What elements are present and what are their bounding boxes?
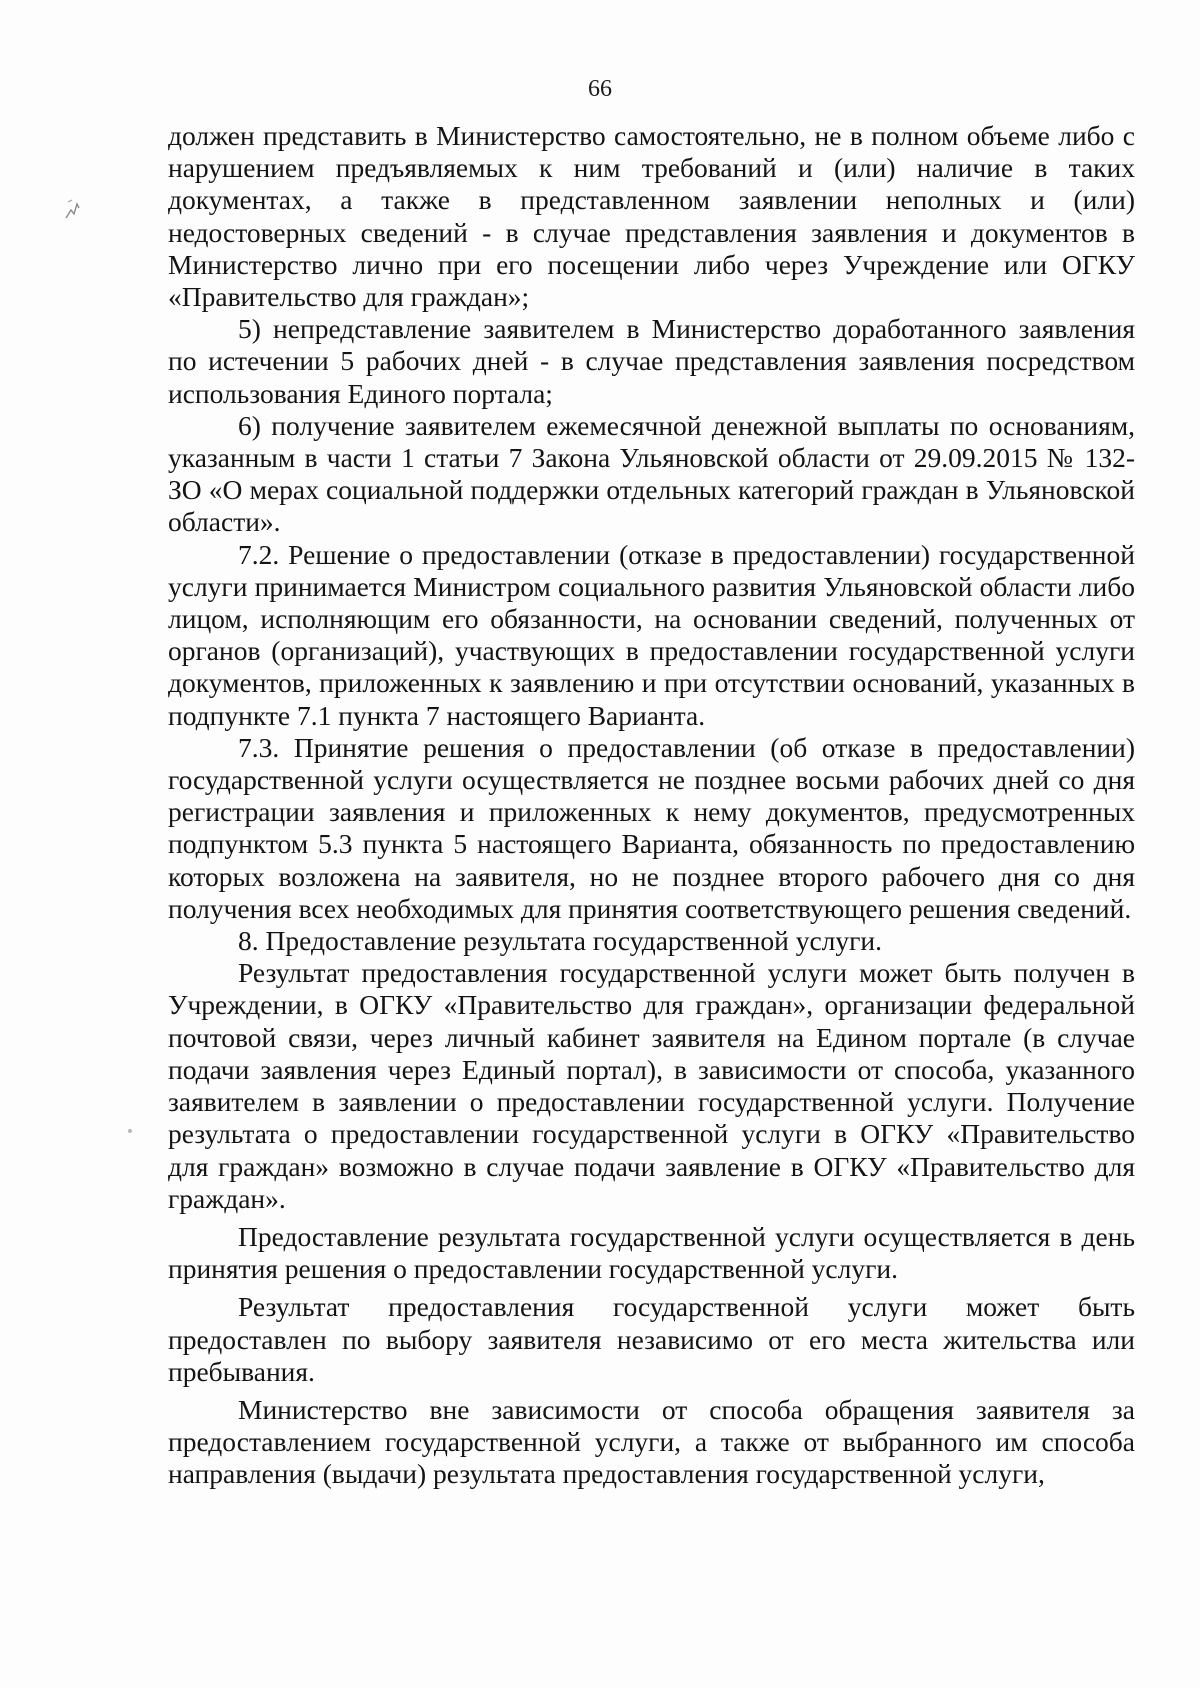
section-heading-8: 8. Предоставление результата государственной услуги. — [238, 925, 882, 957]
paragraph-7-3: 7.3. Принятие решения о предоставлении (об отказе в предоставлении) государственной услуги осуществляется не позднее восьми рабочих дней со дня регистрации заявления и приложенных к нему документов, предусмотренных подпунктом 5.3 пункта 5 настоящего Варианта, обязанность по предоставлению которых возложена на заявителя, но не позднее второго рабочего дня со дня получения всех необходимых для принятия соответствующего решения сведений. — [168, 731, 1135, 924]
paragraph-result-timing: Предоставление результата государственной услуги осуществляется в день принятия решения о предоставлении государственной услуги. — [168, 1220, 1135, 1285]
paragraph-result-choice: Результат предоставления государственной услуги может быть предоставлен по выбору заявителя независимо от его места жительства или пребывания. — [168, 1291, 1135, 1387]
paragraph-item-5: 5) непредставление заявителем в Министерство доработанного заявления по истечении 5 рабочих дней - в случае представления заявления посредством использования Единого портала; — [168, 313, 1135, 409]
paragraph-7-2: 7.2. Решение о предоставлении (отказе в предоставлении) государственной услуги принимается Министром социального развития Ульяновской области либо лицом, исполняющим его обязанности, на основании сведений, полученных от органов (организаций), участвующих в предоставлении государственной услуги документов, приложенных к заявлению и при отсутствии оснований, указанных в подпункте 7.1 пункта 7 настоящего Варианта. — [168, 538, 1135, 731]
paragraph-item-6: 6) получение заявителем ежемесячной денежной выплаты по основаниям, указанным в части 1 статьи 7 Закона Ульяновской области от 29.09.2015 № 132-ЗО «О мерах социальной поддержки отдельных категорий граждан в Ульяновской области». — [168, 409, 1135, 538]
scan-artifact-mark — [62, 196, 84, 222]
paragraph-ministry: Министерство вне зависимости от способа обращения заявителя за предоставлением государственной услуги, а также от выбранного им способа направления (выдачи) результата предоставления государственной услуги, — [168, 1393, 1135, 1490]
paragraph-continuation: должен представить в Министерство самостоятельно, не в полном объеме либо с нарушением предъявляемых к ним требований и (или) наличие в таких документах, а также в представленном заявлении неполных и (или) недостоверных сведений - в случае представления заявления и документов в Министерство лично при его посещении либо через Учреждение или ОГКУ «Правительство для граждан»; — [168, 120, 1135, 313]
scan-artifact-dot — [128, 1129, 132, 1133]
paragraph-result-receipt: Результат предоставления государственной услуги может быть получен в Учреждении, в ОГКУ «Правительство для граждан», организации федеральной почтовой связи, через личный кабинет заявителя на Едином портале (в случае подачи заявления через Единый портал), в зависимости от способа, указанного заявителем в заявлении о предоставлении государственной услуги. Получение результата о предоставлении государственной услуги в ОГКУ «Правительство для граждан» возможно в случае подачи заявление в ОГКУ «Правительство для граждан». — [168, 957, 1135, 1214]
page-number: 66 — [588, 76, 612, 102]
document-body — [168, 120, 1135, 1491]
